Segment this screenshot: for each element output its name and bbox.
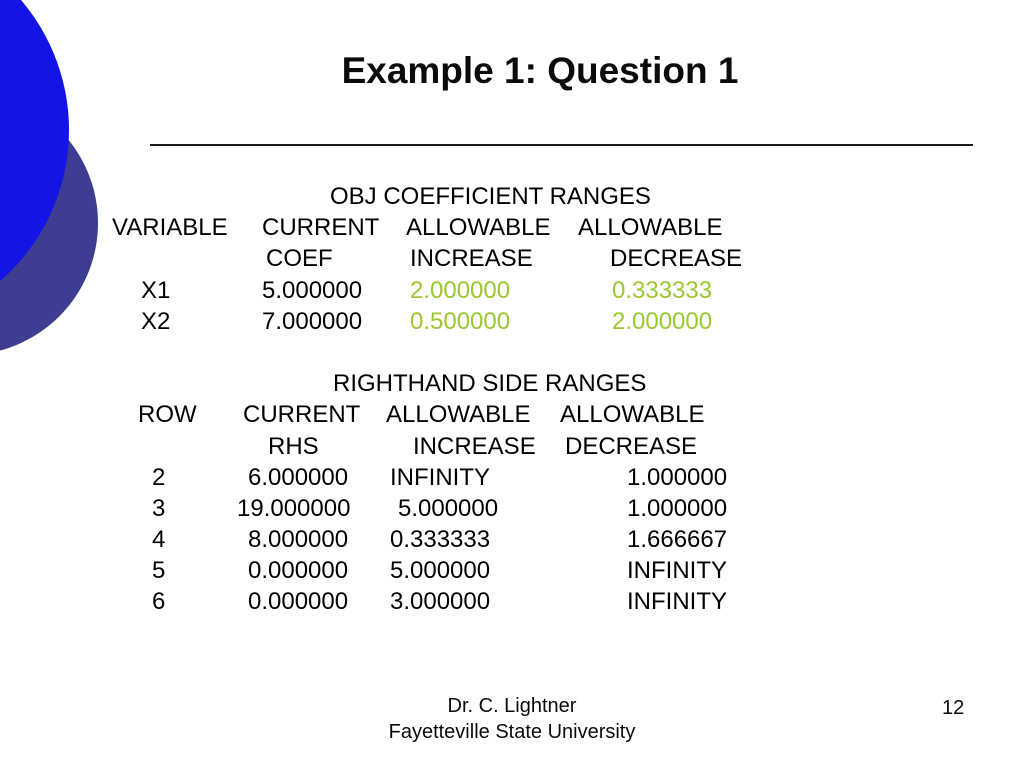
rhs-row-2 xyxy=(0,462,1024,493)
page-title: Example 1: Question 1 xyxy=(341,50,739,91)
page-number: 12 xyxy=(942,697,965,719)
footer xyxy=(312,694,712,745)
obj-x2-coef: 7.000000 xyxy=(262,307,363,335)
rhs-row-3 xyxy=(0,493,1024,524)
obj-title-line xyxy=(0,181,1024,212)
obj-table-title: OBJ COEFFICIENT RANGES xyxy=(330,183,651,210)
rhs-header-rhs: RHS xyxy=(268,432,319,460)
rhs-2-current: 6.000000 xyxy=(248,463,349,491)
rhs-4-label: 4 xyxy=(152,526,166,554)
footer-author: Dr. C. Lightner xyxy=(447,695,577,717)
rhs-4-increase: 0.333333 xyxy=(390,526,491,554)
rhs-6-increase: 3.000000 xyxy=(390,588,491,616)
rhs-2-increase: INFINITY xyxy=(390,463,490,491)
footer-university: Fayetteville State University xyxy=(388,720,636,743)
title-divider-line xyxy=(150,144,973,146)
rhs-5-increase: 5.000000 xyxy=(390,557,491,585)
obj-header-increase: INCREASE xyxy=(410,245,533,273)
rhs-header-row: ROW xyxy=(138,401,197,429)
obj-row-x1 xyxy=(0,275,1024,306)
sensitivity-report-text xyxy=(0,181,1024,618)
rhs-header-decrease: DECREASE xyxy=(565,432,698,460)
rhs-6-label: 6 xyxy=(152,588,166,616)
obj-x1-label: X1 xyxy=(141,276,171,304)
rhs-row-5 xyxy=(0,555,1024,586)
blank-line xyxy=(0,337,1024,368)
obj-x2-label: X2 xyxy=(141,307,171,335)
rhs-3-increase: 5.000000 xyxy=(398,494,499,522)
obj-x1-increase: 2.000000 xyxy=(410,276,511,304)
rhs-header-line-2 xyxy=(0,431,1024,462)
obj-x1-coef: 5.000000 xyxy=(262,276,363,304)
rhs-3-label: 3 xyxy=(152,494,166,522)
rhs-5-label: 5 xyxy=(152,557,166,585)
rhs-row-6 xyxy=(0,586,1024,617)
rhs-2-label: 2 xyxy=(152,463,166,491)
obj-x2-decrease: 2.000000 xyxy=(612,307,713,335)
rhs-3-current: 19.000000 xyxy=(237,494,351,522)
rhs-6-current: 0.000000 xyxy=(248,588,349,616)
obj-x2-increase: 0.500000 xyxy=(410,307,511,335)
rhs-4-decrease: 1.666667 xyxy=(627,526,728,554)
obj-header-allowable-2: ALLOWABLE xyxy=(578,214,723,242)
obj-header-allowable-1: ALLOWABLE xyxy=(406,214,551,242)
rhs-table-title: RIGHTHAND SIDE RANGES xyxy=(333,370,647,398)
obj-header-line-1 xyxy=(0,212,1024,243)
obj-header-decrease: DECREASE xyxy=(610,245,743,273)
obj-header-variable: VARIABLE xyxy=(112,214,228,242)
rhs-title-line xyxy=(0,368,1024,399)
rhs-header-line-1 xyxy=(0,399,1024,430)
rhs-header-allowable-2: ALLOWABLE xyxy=(560,401,705,429)
rhs-6-decrease: INFINITY xyxy=(627,588,727,616)
obj-x1-decrease: 0.333333 xyxy=(612,276,713,304)
obj-header-current: CURRENT xyxy=(262,214,380,242)
obj-header-line-2 xyxy=(0,243,1024,274)
obj-header-coef: COEF xyxy=(266,245,333,273)
rhs-row-4 xyxy=(0,524,1024,555)
rhs-header-increase: INCREASE xyxy=(413,432,536,460)
rhs-5-decrease: INFINITY xyxy=(627,557,727,585)
rhs-4-current: 8.000000 xyxy=(248,526,349,554)
rhs-header-current: CURRENT xyxy=(243,401,361,429)
rhs-header-allowable-1: ALLOWABLE xyxy=(386,401,531,429)
rhs-2-decrease: 1.000000 xyxy=(627,463,728,491)
rhs-5-current: 0.000000 xyxy=(248,557,349,585)
rhs-3-decrease: 1.000000 xyxy=(627,494,728,522)
obj-row-x2 xyxy=(0,306,1024,337)
